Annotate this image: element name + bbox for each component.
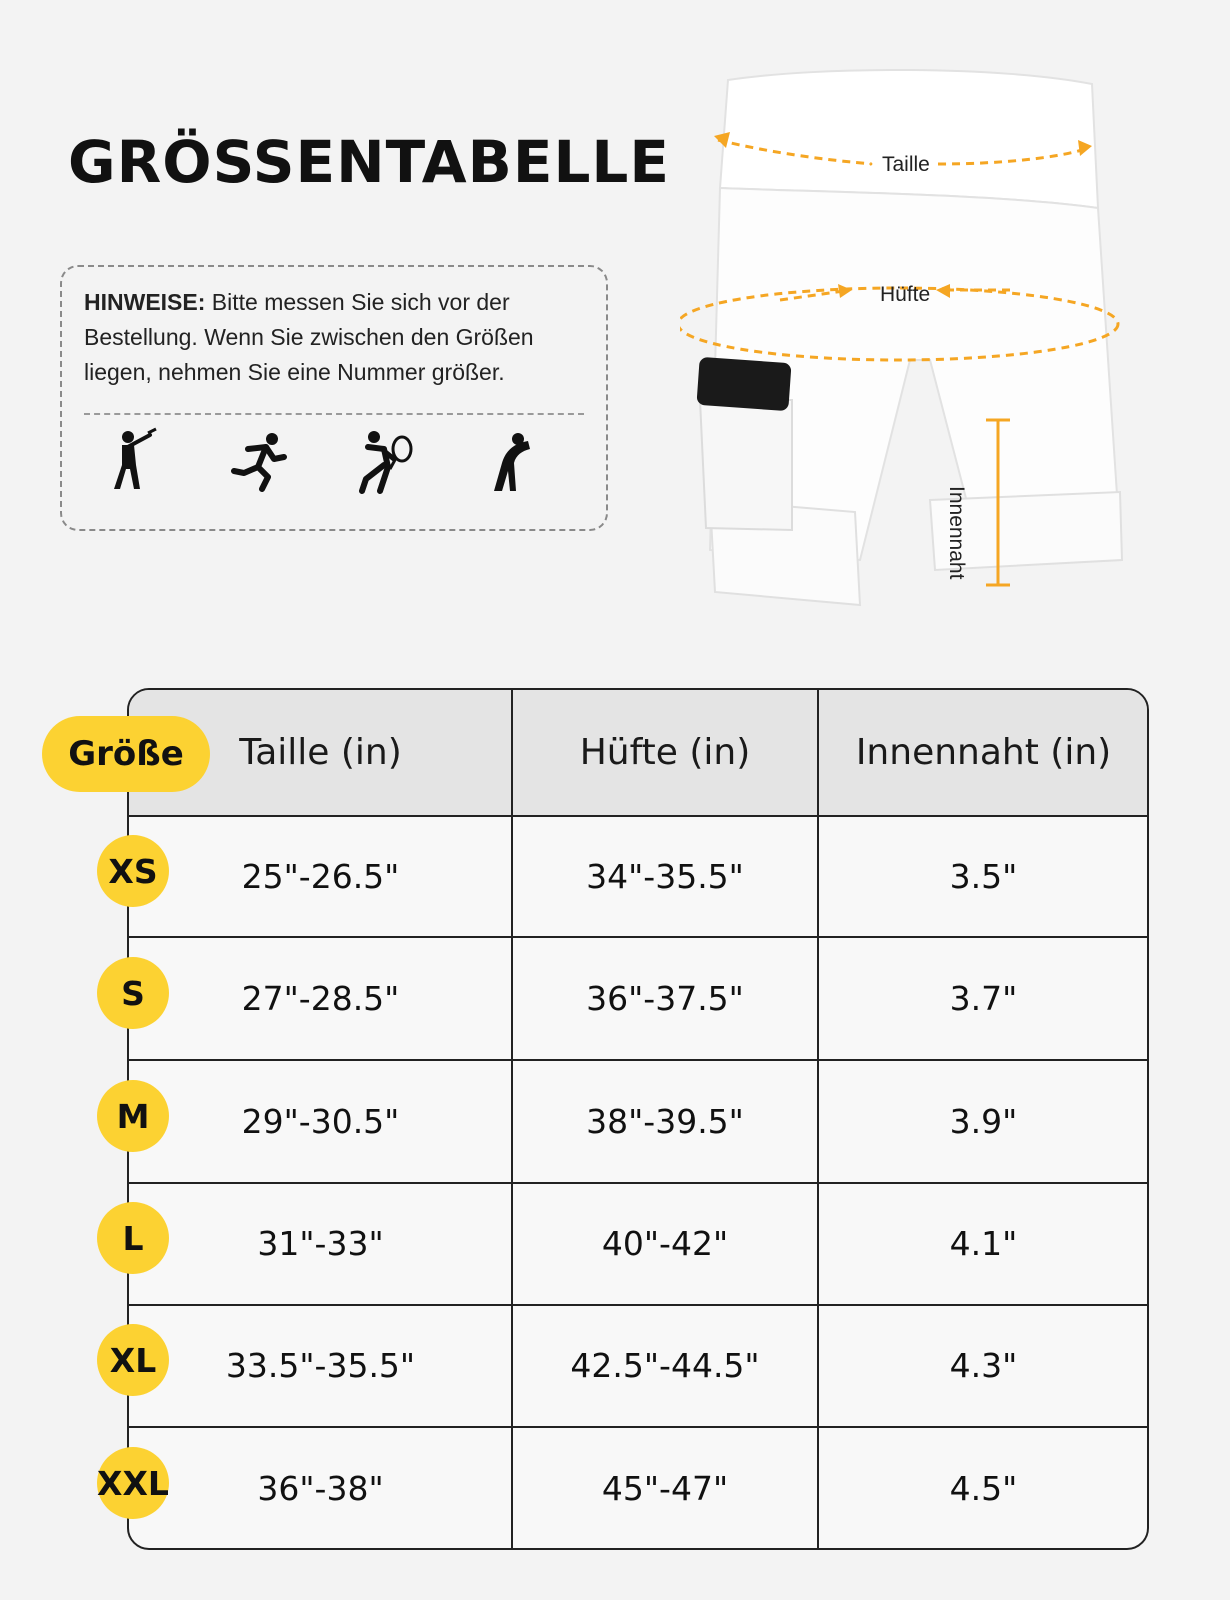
size-table [127,688,1149,1550]
cell-hip-m: 38"-39.5" [586,1101,744,1141]
cell-hip-xl: 42.5"-44.5" [570,1345,760,1385]
cell-waist-xl: 33.5"-35.5" [225,1345,416,1385]
size-badge-l: L [97,1202,169,1274]
size-badge-xl: XL [97,1324,169,1396]
notes-body: Bitte messen Sie sich vor der Bestellung. Wenn Sie zwischen den Größen liegen, nehmen Sie eine Nummer größer. [84,289,534,385]
hip-measure-label: Hüfte [880,283,931,306]
notes-box [60,265,608,531]
golf-icon [100,427,164,497]
header-waist: Taille (in) [239,732,402,773]
cell-waist-l: 31"-33" [257,1223,384,1263]
page-title: GRÖSSENTABELLE [68,128,670,196]
cell-waist-xxl: 36"-38" [257,1468,384,1508]
size-badge-xs: XS [97,835,169,907]
cell-waist-m: 29"-30.5" [241,1101,400,1141]
inseam-measure-label: Innennaht [945,486,968,580]
cell-hip-s: 36"-37.5" [586,978,744,1018]
cell-inseam-s: 3.7" [949,978,1018,1018]
cell-inseam-xs: 3.5" [949,856,1018,896]
cell-inseam-m: 3.9" [949,1101,1018,1141]
notes-divider [84,413,584,415]
size-badge-s: S [97,957,169,1029]
cell-waist-xs: 25"-26.5" [241,856,400,896]
waist-measure-label: Taille [882,153,930,176]
notes-text [84,285,594,390]
cell-hip-l: 40"-42" [601,1223,729,1263]
size-badge-xxl: XXL [97,1447,169,1519]
cell-inseam-xxl: 4.5" [949,1468,1018,1508]
cell-inseam-xl: 4.3" [949,1345,1018,1385]
header-size-badge: Größe [42,716,210,792]
size-badge-m: M [97,1080,169,1152]
stretching-icon [476,427,540,497]
cell-hip-xs: 34"-35.5" [586,856,744,896]
tennis-icon [354,427,418,497]
running-icon [228,427,292,497]
cell-hip-xxl: 45"-47" [601,1468,729,1508]
header-inseam: Innennaht (in) [855,732,1112,773]
cell-waist-s: 27"-28.5" [241,978,400,1018]
shorts-product-image [680,60,1150,630]
notes-label: HINWEISE: [84,289,206,315]
header-hip: Hüfte (in) [579,732,751,773]
cell-inseam-l: 4.1" [949,1223,1018,1263]
